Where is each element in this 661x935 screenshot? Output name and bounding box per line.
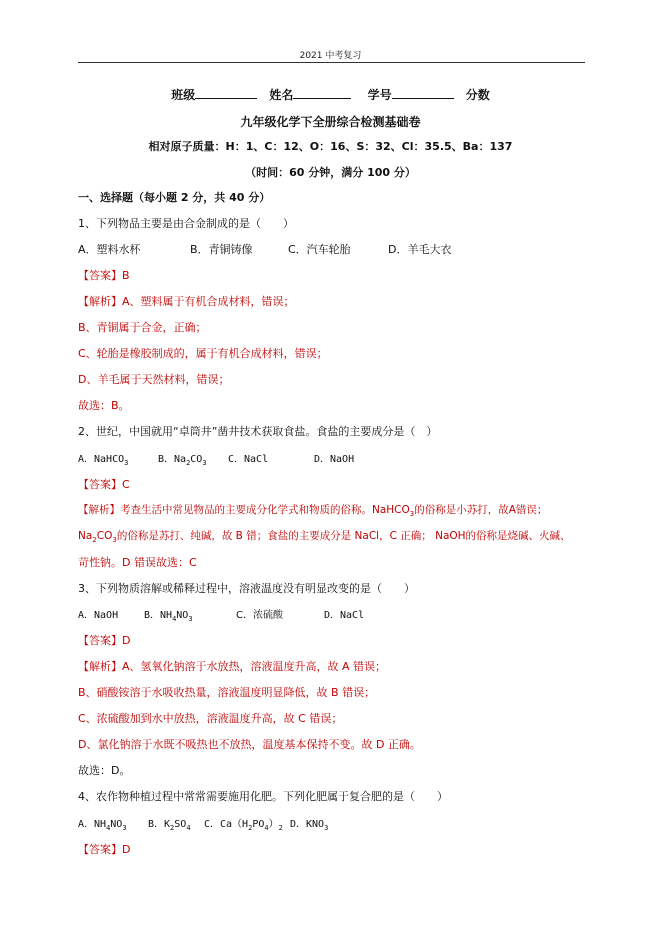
- class-label: 班级: [171, 88, 196, 102]
- q3-explanation-1: 【解析】A、氢氧化钠溶于水放热，溶液温度升高，故 A 错误；: [78, 660, 387, 673]
- q1-option-a: A．塑料水杯: [78, 243, 141, 256]
- q1-answer: 【答案】B: [78, 269, 130, 282]
- q3-option-a: A．NaOH: [78, 610, 119, 621]
- q4-option-a: A．$NH_4NO_3$: [78, 819, 127, 832]
- score-label: 分数: [465, 88, 490, 102]
- q1-choose: 故选：B。: [78, 399, 130, 412]
- q1-option-b: B．青铜铸像: [190, 243, 253, 256]
- q3-explanation-2: B、硝酸铵溶于水吸收热量，溶液温度明显降低，故 B 错误；: [78, 686, 376, 699]
- q3-explanation-4: D、氯化钠溶于水既不吸热也不放热，温度基本保持不变。故 D 正确。: [78, 738, 421, 751]
- q1-explanation-1: 【解析】A、塑料属于有机合成材料，错误；: [78, 295, 295, 308]
- q2-option-c: C．NaCl: [228, 454, 269, 465]
- q3-options: [78, 606, 364, 621]
- q4-option-d: D．$KNO_3$: [290, 819, 329, 832]
- q4-option-c: C．$Ca(H_2PO_4)_2$: [204, 819, 283, 832]
- page-header: 2021 中考复习: [299, 51, 362, 61]
- q2-answer: 【答案】C: [78, 478, 130, 491]
- q1-explanation-2: B、青铜属于合金，正确；: [78, 321, 207, 334]
- q2-explanation-2: $Na_2CO_3$的俗称是苏打、纯碱，故 B 错；食盐的主要成分是 NaCl，C 正确； NaOH的俗称是烧碱、火碱、: [78, 530, 571, 545]
- section-heading: 一、选择题（每小题 2 分，共 40 分）: [78, 191, 271, 204]
- q2-option-b: B．$Na_2CO_3$: [158, 454, 207, 467]
- header-rule: [78, 62, 585, 63]
- id-label: 学号: [367, 88, 392, 102]
- time-note: （时间：60 分钟，满分 100 分）: [245, 166, 416, 179]
- q3-explanation-3: C、浓硫酸加到水中放热，溶液温度升高，故 C 错误；: [78, 712, 343, 725]
- q1-explanation-4: D、羊毛属于天然材料，错误；: [78, 373, 230, 386]
- q2-options: [78, 450, 354, 465]
- q1-option-d: D．羊毛大衣: [388, 243, 452, 256]
- q3-option-d: D．NaCl: [324, 610, 365, 621]
- name-label: 姓名: [269, 88, 294, 102]
- q2-stem: 2、世纪，中国就用“卓筒井”凿井技术获取食盐。食盐的主要成分是（ ）: [78, 425, 438, 438]
- q4-answer: 【答案】D: [78, 843, 131, 856]
- class-blank[interactable]: [195, 87, 257, 99]
- name-blank[interactable]: [293, 87, 351, 99]
- q3-choose: 故选：D。: [78, 764, 131, 777]
- q1-option-c: C．汽车轮胎: [288, 243, 351, 256]
- q2-explanation-3: 苛性钠。D 错误故选：C: [78, 556, 197, 569]
- q3-option-c: C．浓硫酸: [236, 610, 283, 621]
- student-info-fields: [0, 86, 661, 103]
- q2-explanation-1: 【解析】考查生活中常见物品的主要成分化学式和物质的俗称。NaHCO$_3$的俗称是小苏打，故A错误；: [78, 504, 548, 519]
- q3-stem: 3、下列物质溶解或稀释过程中，溶液温度没有明显改变的是（ ）: [78, 582, 415, 595]
- q3-answer: 【答案】D: [78, 634, 131, 647]
- id-blank[interactable]: [392, 87, 454, 99]
- q4-options: [78, 815, 328, 830]
- atomic-mass-note: 相对原子质量：H：1、C：12、O：16、S：32、Cl：35.5、Ba：137: [148, 140, 513, 153]
- q3-option-b: B．$NH_4NO_3$: [144, 610, 193, 623]
- q4-option-b: B．$K_2SO_4$: [148, 819, 191, 832]
- q1-options: [78, 241, 451, 257]
- q2-option-d: D．NaOH: [314, 454, 355, 465]
- q4-stem: 4、农作物种植过程中常常需要施用化肥。下列化肥属于复合肥的是（ ）: [78, 790, 448, 803]
- q1-explanation-3: C、轮胎是橡胶制成的，属于有机合成材料，错误；: [78, 347, 328, 360]
- q2-option-a: A．NaHCO$_3$: [78, 454, 129, 467]
- exam-title: 九年级化学下全册综合检测基础卷: [240, 115, 421, 129]
- q1-stem: 1、下列物品主要是由合金制成的是（ ）: [78, 217, 294, 230]
